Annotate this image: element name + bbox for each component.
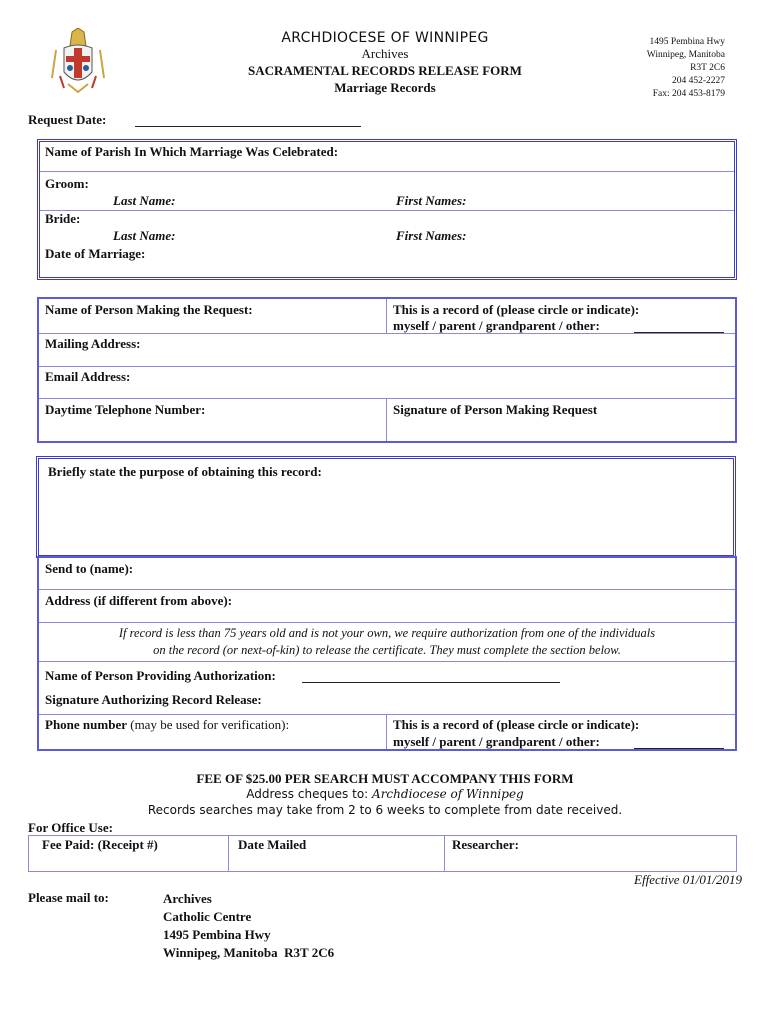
purpose-label: Briefly state the purpose of obtaining this record: (48, 464, 322, 479)
mailing-address-label: Mailing Address: (45, 336, 141, 351)
send-divider-2 (39, 622, 735, 623)
record-type: Marriage Records (334, 80, 436, 95)
requester-relation-label: This is a record of (please circle or indicate): (393, 302, 640, 317)
auth-relation-label: This is a record of (please circle or indicate): (393, 717, 640, 732)
requester-vdivider-top (386, 299, 387, 333)
send-divider-3 (39, 661, 735, 662)
cheque-payee: Archdiocese of Winnipeg (372, 787, 524, 801)
address-street: 1495 Pembina Hwy (649, 37, 725, 47)
send-to-label: Send to (name): (45, 561, 134, 576)
auth-signature-label: Signature Authorizing Record Release: (45, 692, 262, 707)
requester-section (37, 297, 737, 443)
contact-address (647, 36, 725, 101)
mail-to-line-3: 1495 Pembina Hwy (163, 927, 271, 942)
daytime-phone-label: Daytime Telephone Number: (45, 402, 206, 417)
groom-last-name-label: Last Name: (113, 193, 176, 208)
marriage-date-label: Date of Marriage: (45, 246, 146, 261)
auth-other-field[interactable] (634, 748, 724, 749)
auth-name-field[interactable] (302, 682, 560, 683)
mail-to-address (163, 890, 334, 962)
fee-notice: FEE OF $25.00 PER SEARCH MUST ACCOMPANY THIS FORM (196, 771, 574, 786)
requester-divider-3 (39, 398, 735, 399)
authorization-notice-line1: If record is less than 75 years old and is not your own, we require authorization from one of the individuals (118, 626, 656, 640)
effective-date: Effective 01/01/2019 (634, 872, 742, 887)
requester-divider-2 (39, 366, 735, 367)
requester-relation-options: myself / parent / grandparent / other: (393, 318, 600, 333)
auth-phone-label: Phone number (45, 717, 127, 732)
requester-vdivider-bottom (386, 398, 387, 441)
send-address-label: Address (if different from above): (45, 593, 233, 608)
requester-name-label: Name of Person Making the Request: (45, 302, 253, 317)
request-date-label: Request Date: (28, 112, 107, 127)
cheque-payee-line (0, 787, 770, 801)
email-address-label: Email Address: (45, 369, 131, 384)
requester-signature-label: Signature of Person Making Request (393, 402, 598, 417)
bride-first-names-label: First Names: (396, 228, 467, 243)
send-divider-4 (39, 714, 735, 715)
fee-paid-label: Fee Paid: (Receipt #) (42, 837, 158, 852)
bride-label: Bride: (45, 211, 81, 226)
mail-to-line-1: Archives (163, 891, 212, 906)
parish-label: Name of Parish In Which Marriage Was Celebrated: (45, 144, 339, 159)
mail-to-line-2: Catholic Centre (163, 909, 252, 924)
auth-vdivider (386, 714, 387, 749)
request-date-field[interactable] (135, 126, 361, 127)
office-vdivider-1 (228, 835, 229, 872)
office-vdivider-2 (444, 835, 445, 872)
mail-to-line-4: Winnipeg, Manitoba R3T 2C6 (163, 945, 335, 960)
cheque-prefix: Address cheques to: (246, 787, 373, 801)
groom-divider (40, 210, 734, 211)
address-city: Winnipeg, Manitoba (646, 50, 725, 60)
parish-divider (40, 171, 734, 172)
auth-name-label: Name of Person Providing Authorization: (45, 668, 276, 683)
researcher-label: Researcher: (452, 837, 519, 852)
search-timing-note: Records searches may take from 2 to 6 weeks to complete from date received. (147, 803, 623, 817)
send-divider-1 (39, 589, 735, 590)
address-postal: R3T 2C6 (690, 63, 725, 73)
address-phone: 204 452-2227 (671, 76, 725, 86)
address-fax: Fax: 204 453-8179 (652, 89, 725, 99)
auth-relation-options: myself / parent / grandparent / other: (393, 734, 600, 749)
office-use-label: For Office Use: (28, 820, 113, 835)
groom-first-names-label: First Names: (396, 193, 467, 208)
mail-to-label: Please mail to: (28, 890, 109, 905)
date-mailed-label: Date Mailed (238, 837, 307, 852)
groom-label: Groom: (45, 176, 89, 191)
auth-phone-row (45, 717, 289, 733)
authorization-notice-line2: on the record (or next-of-kin) to release the certificate. They must complete the section below. (153, 643, 621, 657)
org-title: ARCHDIOCESE OF WINNIPEG (281, 30, 489, 46)
auth-phone-note: (may be used for verification): (130, 717, 290, 732)
form-title: SACRAMENTAL RECORDS RELEASE FORM (248, 63, 522, 78)
dept-subtitle: Archives (361, 46, 409, 61)
bride-last-name-label: Last Name: (113, 228, 176, 243)
requester-divider-1 (39, 333, 735, 334)
